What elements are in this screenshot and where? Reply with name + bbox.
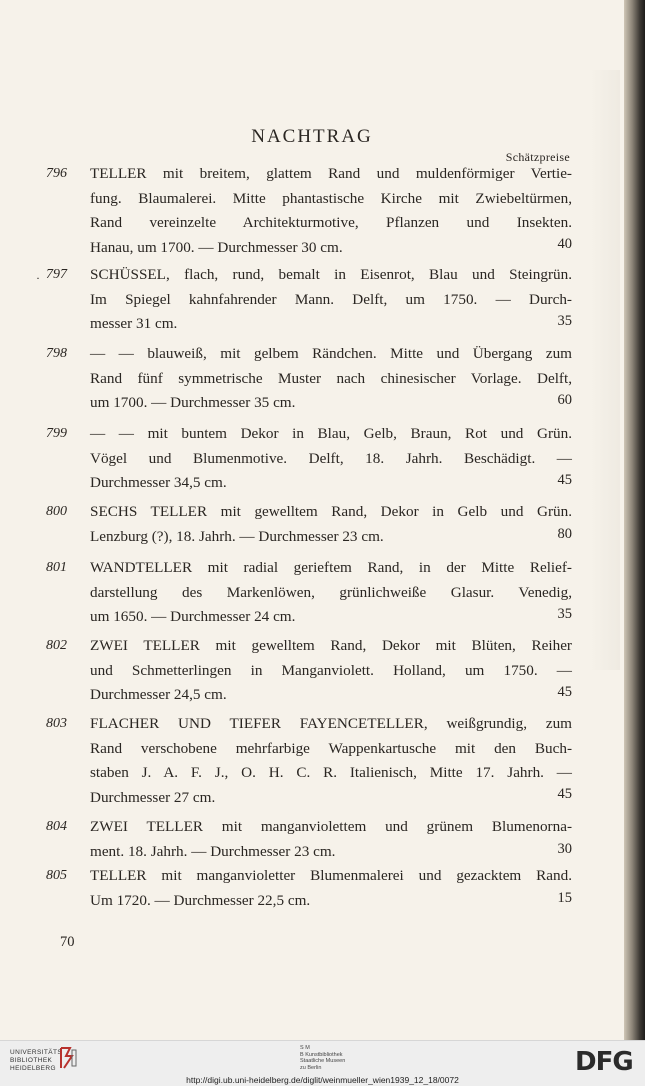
margin-mark: · — [36, 271, 40, 285]
entry-price: 45 — [557, 472, 572, 488]
catalog-entry — [46, 815, 572, 867]
entry-line: — — blauweiß, mit gelbem Rändchen. Mitte und Übergang zum — [90, 345, 572, 362]
entry-number: 801 — [46, 560, 67, 575]
library-line: zu Berlin — [300, 1064, 322, 1071]
university-line: HEIDELBERG — [10, 1065, 56, 1072]
entry-line: TELLER mit manganvioletter Blumenmalerei und gezacktem Rand. — [90, 867, 572, 884]
holding-library-label — [300, 1045, 345, 1071]
catalog-entry — [46, 422, 572, 498]
entry-line: Lenzburg (?), 18. Jahrh. — Durchmesser 23 cm. — [90, 527, 384, 545]
university-line: BIBLIOTHEK — [10, 1057, 53, 1064]
entry-number: 804 — [46, 819, 67, 834]
entry-line: Rand verschobene mehrfarbige Wappenkartusche mit den Buch- — [90, 739, 572, 757]
catalog-entry — [46, 500, 572, 552]
page-shadow — [590, 70, 620, 670]
catalog-entry — [46, 263, 572, 339]
library-line: B Kunstbibliothek — [300, 1051, 343, 1058]
university-logo-icon[interactable] — [58, 1046, 78, 1070]
entry-price: 45 — [557, 786, 572, 802]
university-line: UNIVERSITÄTS — [10, 1049, 63, 1056]
entry-line: darstellung des Markenlöwen, grünlichweiße Glasur. Venedig, — [90, 583, 572, 601]
permalink-url[interactable]: http://digi.ub.uni-heidelberg.de/diglit/weinmueller_wien1939_12_18/0072 — [186, 1075, 459, 1085]
entry-line: und Schmetterlingen in Manganviolett. Holland, um 1750. — — [90, 661, 572, 679]
entry-line: ZWEI TELLER mit manganviolettem und grünem Blumenorna- — [90, 818, 572, 835]
entry-line: Im Spiegel kahnfahrender Mann. Delft, um 1750. — Durch- — [90, 290, 572, 308]
entry-line: staben J. A. F. J., O. H. C. R. Italienisch, Mitte 17. Jahrh. — — [90, 764, 572, 781]
entry-number: 800 — [46, 504, 67, 519]
price-column-header: Schätzpreise — [505, 150, 570, 164]
catalog-entry — [46, 864, 572, 916]
catalog-entry — [46, 162, 572, 262]
catalog-entry — [46, 556, 572, 632]
entry-line: Hanau, um 1700. — Durchmesser 30 cm. — [90, 238, 343, 256]
page-title: NACHTRAG — [251, 126, 373, 147]
entry-text — [90, 815, 572, 864]
entry-number: 797 — [46, 267, 67, 282]
dfg-logo[interactable]: DFG — [575, 1047, 633, 1077]
entry-line: um 1650. — Durchmesser 24 cm. — [90, 608, 296, 625]
page-number: 70 — [60, 934, 75, 950]
entry-number: 798 — [46, 346, 67, 361]
entry-line: TELLER mit breitem, glattem Rand und muldenförmiger Vertie- — [90, 165, 572, 182]
entry-text — [90, 162, 572, 260]
entry-line: Durchmesser 27 cm. — [90, 788, 216, 806]
entry-line: SCHÜSSEL, flach, rund, bemalt in Eisenrot, Blau und Steingrün. — [90, 266, 572, 283]
entry-line: fung. Blaumalerei. Mitte phantastische Kirche mit Zwiebeltürmen, — [90, 189, 572, 207]
entry-line: SECHS TELLER mit gewelltem Rand, Dekor in Gelb und Grün. — [90, 503, 572, 520]
entry-price: 45 — [557, 684, 572, 700]
entry-price: 40 — [557, 236, 572, 252]
entry-line: um 1700. — Durchmesser 35 cm. — [90, 394, 296, 411]
entry-text — [90, 864, 572, 913]
entry-line: Um 1720. — Durchmesser 22,5 cm. — [90, 891, 311, 909]
catalog-entry — [46, 342, 572, 418]
entry-text — [90, 500, 572, 549]
entry-price: 15 — [557, 890, 572, 906]
entry-line: messer 31 cm. — [90, 315, 178, 332]
entry-text — [90, 556, 572, 630]
entry-line: Durchmesser 24,5 cm. — [90, 686, 227, 703]
entry-text — [90, 263, 572, 337]
entry-number: 802 — [46, 638, 67, 653]
entry-number: 803 — [46, 716, 67, 731]
library-line: S M — [300, 1045, 310, 1051]
entry-line: — — mit buntem Dekor in Blau, Gelb, Braun, Rot und Grün. — [90, 425, 572, 442]
entry-text — [90, 634, 572, 708]
catalog-entry — [46, 634, 572, 710]
viewer-footer — [0, 1040, 645, 1086]
entry-number: 796 — [46, 166, 67, 181]
entry-line: Rand vereinzelte Architekturmotive, Pflanzen und Insekten. — [90, 214, 572, 231]
entry-price: 80 — [557, 526, 572, 542]
entry-number: 799 — [46, 426, 67, 441]
entry-text — [90, 712, 572, 810]
university-library-label[interactable] — [10, 1049, 62, 1073]
entry-line: ZWEI TELLER mit gewelltem Rand, Dekor mit Blüten, Reiher — [90, 637, 572, 654]
entry-line: ment. 18. Jahrh. — Durchmesser 23 cm. — [90, 842, 336, 860]
library-line: Staatliche Museen — [300, 1058, 346, 1064]
entry-line: Vögel und Blumenmotive. Delft, 18. Jahrh. Beschädigt. — — [90, 449, 572, 467]
catalog-entry — [46, 712, 572, 812]
entry-price: 35 — [557, 606, 572, 622]
entry-number: 805 — [46, 868, 67, 883]
entry-line: Rand fünf symmetrische Muster nach chinesischer Vorlage. Delft, — [90, 369, 572, 387]
entry-line: Durchmesser 34,5 cm. — [90, 474, 227, 491]
entry-price: 35 — [557, 313, 572, 329]
entry-text — [90, 342, 572, 416]
entry-price: 30 — [557, 841, 572, 857]
entry-text — [90, 422, 572, 496]
entry-line: FLACHER UND TIEFER FAYENCETELLER, weißgrundig, zum — [90, 715, 572, 732]
entry-line: WANDTELLER mit radial gerieftem Rand, in der Mitte Relief- — [90, 559, 572, 576]
entry-price: 60 — [557, 392, 572, 408]
book-spine — [624, 0, 645, 1040]
